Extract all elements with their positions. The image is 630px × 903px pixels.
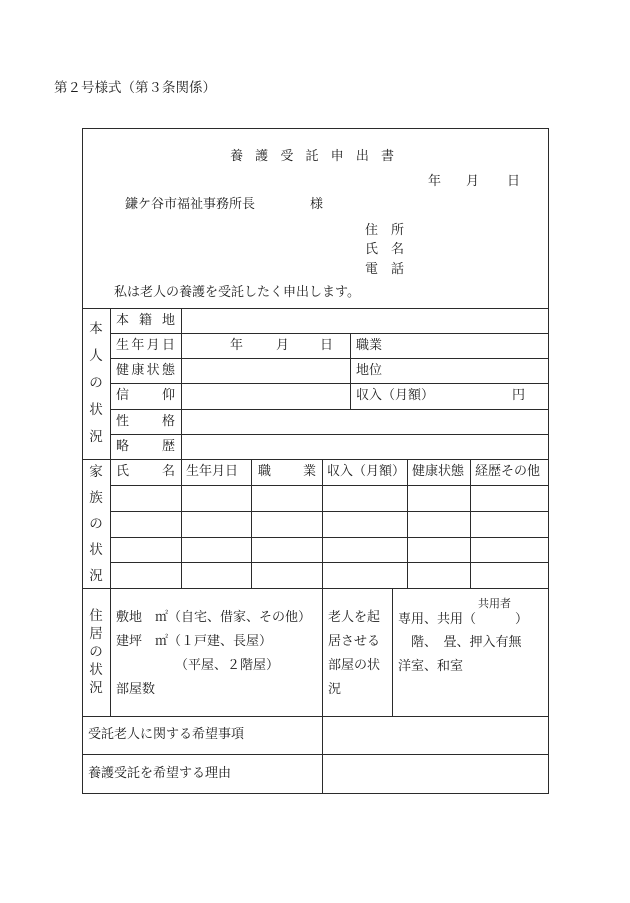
family-row-divider (110, 511, 549, 512)
applicant-phone-label: 電 話 (365, 262, 404, 277)
section-label-char: 況 (89, 567, 103, 584)
personality-label: 性 格 (116, 414, 175, 429)
column-divider (110, 308, 111, 716)
birthdate-year-label: 年 (230, 338, 244, 353)
family-column-header: 職 業 (258, 464, 316, 479)
family-row-divider (110, 537, 549, 538)
family-column-header: 生年月日 (186, 464, 239, 479)
family-column-header: 経歴その他 (475, 464, 541, 479)
occupation-label: 職業 (356, 338, 383, 353)
health-label: 健康状態 (116, 363, 175, 378)
self-row-divider (110, 383, 549, 384)
wishes-label: 受託老人に関する希望事項 (88, 727, 245, 742)
elder-room-label-line: 居させる (328, 634, 381, 649)
self-row-divider (110, 358, 549, 359)
birthdate-label: 生年月日 (116, 338, 175, 353)
elder-room-label-line: 部屋の状 (328, 658, 381, 673)
history-label: 略 歴 (116, 439, 175, 454)
room-use-options: 専用、共用（ ） (398, 612, 529, 627)
application-statement: 私は老人の養護を受託したく申出します。 (114, 285, 360, 300)
section-label-char: 況 (89, 429, 103, 445)
date-month-label: 月 (466, 174, 480, 189)
birthdate-day-label: 日 (320, 338, 334, 353)
family-row-divider (110, 562, 549, 563)
section-label-char: の (89, 644, 103, 660)
site-area-label: 敷地 ㎡（自宅、借家、その他） (116, 610, 312, 625)
section-label-char: 住 (89, 608, 103, 624)
housing-status-section-label (82, 588, 110, 716)
self-status-section-label (82, 308, 110, 459)
date-day-label: 日 (507, 174, 521, 189)
section-label-char: 居 (89, 626, 103, 642)
floor-type-label: （平屋、２階屋） (175, 658, 280, 673)
form-title: 養 護 受 託 申 出 書 (230, 149, 394, 164)
column-divider (322, 459, 323, 793)
column-divider (350, 333, 351, 409)
income-label: 収入（月額） (356, 388, 435, 403)
applicant-address-label: 住 所 (365, 223, 404, 238)
date-year-label: 年 (428, 174, 442, 189)
shared-with-label: 共用者 (478, 597, 511, 610)
family-status-section-label (82, 459, 110, 588)
section-label-char: の (89, 515, 103, 532)
column-divider (181, 308, 182, 588)
section-label-char: 本 (89, 321, 103, 337)
room-style-options: 洋室、和室 (398, 659, 464, 674)
form-number: 第２号様式（第３条関係） (54, 80, 216, 96)
income-unit: 円 (512, 388, 526, 403)
position-label: 地位 (356, 363, 383, 378)
column-divider (251, 459, 252, 588)
section-label-char: 状 (89, 541, 103, 558)
religion-label: 信 仰 (116, 388, 175, 403)
family-column-header: 健康状態 (412, 464, 465, 479)
addressee: 鎌ケ谷市福祉事務所長 (125, 197, 256, 212)
elder-room-label-line: 況 (328, 682, 342, 697)
section-label-char: 況 (89, 680, 103, 696)
applicant-name-label: 氏 名 (365, 242, 404, 257)
section-divider (82, 588, 549, 589)
section-label-char: 人 (89, 348, 103, 364)
section-label-char: の (89, 375, 103, 391)
room-size-options: 階、 畳、押入有無 (411, 635, 522, 650)
family-column-header: 氏 名 (116, 464, 175, 479)
elder-room-label-line: 老人を起 (328, 610, 381, 625)
self-row-divider (110, 434, 549, 435)
domicile-label: 本 籍 地 (116, 313, 175, 328)
section-label-char: 状 (89, 662, 103, 678)
floor-area-label: 建坪 ㎡（１戸建、長屋） (116, 634, 273, 649)
room-count-label: 部屋数 (116, 682, 156, 697)
column-divider (470, 459, 471, 588)
section-label-char: 族 (89, 489, 103, 506)
reason-label: 養護受託を希望する理由 (88, 766, 232, 781)
birthdate-month-label: 月 (276, 338, 290, 353)
family-column-header: 収入（月額） (327, 464, 406, 479)
honorific: 様 (310, 197, 324, 212)
family-row-divider (110, 485, 549, 486)
column-divider (407, 459, 408, 588)
column-divider (392, 588, 393, 716)
section-label-char: 状 (89, 402, 103, 418)
self-row-divider (110, 409, 549, 410)
section-label-char: 家 (89, 463, 103, 480)
